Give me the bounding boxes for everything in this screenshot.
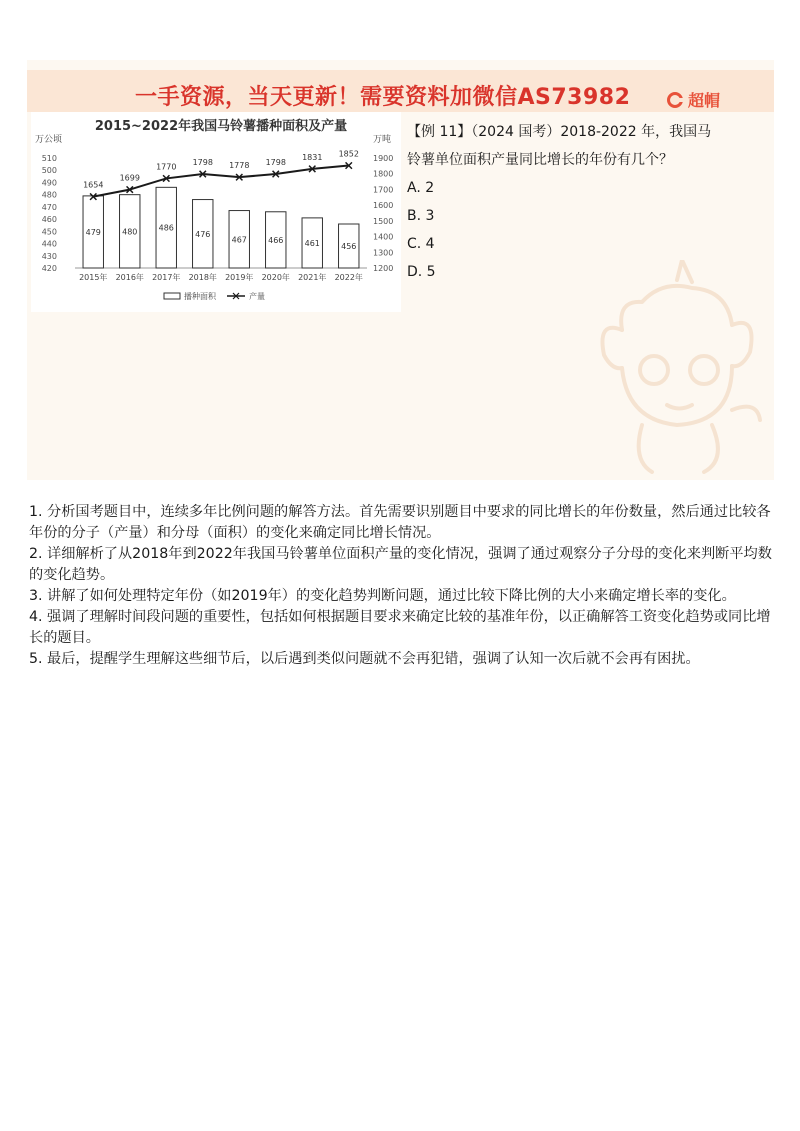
y2-tick-label: 1800 [373, 169, 394, 179]
x-tick-label: 2016年 [115, 273, 144, 282]
y2-tick-label: 1300 [373, 248, 394, 258]
x-tick-label: 2018年 [188, 273, 217, 282]
bar-value-label: 486 [158, 223, 174, 233]
chart-panel [31, 112, 401, 312]
production-value-label: 1798 [192, 158, 213, 168]
y-tick-label: 430 [41, 251, 57, 261]
chart-title: 2015~2022年我国马铃薯播种面积及产量 [94, 119, 348, 134]
option-c: C. 4 [407, 236, 435, 252]
bar-value-label: 466 [268, 235, 284, 245]
bar-value-label: 461 [304, 238, 320, 248]
production-value-label: 1852 [338, 149, 359, 159]
x-tick-label: 2022年 [334, 273, 363, 282]
option-b: B. 3 [407, 208, 435, 224]
production-value-label: 1770 [156, 162, 177, 172]
potato-chart [31, 112, 401, 312]
x-tick-label: 2021年 [298, 273, 327, 282]
summary-item-2: 2. 详细解析了从2018年到2022年我国马铃薯单位面积产量的变化情况，强调了通过观察分子分母的变化来判断平均数的变化趋势。 [29, 546, 772, 583]
y2-tick-label: 1500 [373, 216, 394, 226]
y2-tick-label: 1400 [373, 232, 394, 242]
y2-tick-label: 1200 [373, 264, 394, 273]
brand-logo [667, 88, 720, 111]
bar-value-label: 456 [341, 242, 357, 251]
y2-tick-label: 1900 [373, 154, 394, 163]
legend-line-label: 产量 [249, 292, 265, 301]
bar-value-label: 476 [195, 229, 211, 239]
promo-banner [27, 70, 774, 112]
promo-banner-text: 一手资源，当天更新！需要资料加微信AS73982 [135, 85, 631, 110]
summary-item-4: 4. 强调了理解时间段问题的重要性，包括如何根据题目要求来确定比较的基准年份，以正确解答工资变化趋势或同比增长的题目。 [29, 609, 771, 646]
option-a: A. 2 [407, 180, 435, 196]
mascot-watermark-icon [582, 260, 762, 475]
y-tick-label: 500 [41, 166, 57, 176]
y-tick-label: 480 [41, 190, 57, 200]
brand-logo-text: 超帽 [688, 91, 721, 110]
x-tick-label: 2019年 [225, 273, 254, 282]
y-tick-label: 460 [41, 215, 57, 225]
summary-item-3: 3. 讲解了如何处理特定年份（如2019年）的变化趋势判断问题，通过比较下降比例的大小来确定增长率的变化。 [29, 588, 736, 604]
y-tick-label: 420 [41, 264, 57, 273]
option-d: D. 5 [407, 264, 436, 280]
summary-notes [29, 502, 774, 670]
y-tick-label: 510 [41, 154, 57, 163]
production-value-label: 1798 [265, 158, 286, 168]
summary-item-5: 5. 最后，提醒学生理解这些细节后，以后遇到类似问题就不会再犯错，强调了认知一次后就不会再有困扰。 [29, 651, 700, 667]
right-axis-unit: 万吨 [373, 135, 392, 145]
production-value-label: 1778 [229, 161, 250, 171]
y2-tick-label: 1700 [373, 185, 394, 195]
brand-logo-icon [667, 92, 683, 108]
y-tick-label: 470 [41, 202, 57, 212]
bar-value-label: 479 [85, 227, 101, 237]
y-tick-label: 490 [41, 178, 57, 188]
left-axis-unit: 万公顷 [35, 135, 63, 145]
production-value-label: 1699 [119, 173, 140, 183]
bar-value-label: 467 [231, 235, 247, 245]
lecture-slide [27, 60, 774, 480]
bar-value-label: 480 [122, 227, 138, 237]
legend-bar-swatch [164, 293, 180, 299]
y-tick-label: 450 [41, 227, 57, 237]
legend-bar-label: 播种面积 [184, 292, 216, 301]
x-tick-label: 2017年 [152, 273, 181, 282]
x-tick-label: 2015年 [79, 273, 108, 282]
question-line-1: 【例 11】（2024 国考）2018-2022 年，我国马 [407, 124, 712, 140]
x-tick-label: 2020年 [261, 273, 290, 282]
y-tick-label: 440 [41, 239, 57, 249]
summary-item-1: 1. 分析国考题目中，连续多年比例问题的解答方法。首先需要识别题目中要求的同比增长的年份数量，然后通过比较各年份的分子（产量）和分母（面积）的变化来确定同比增长情况。 [29, 504, 771, 541]
question-line-2: 铃薯单位面积产量同比增长的年份有几个？ [407, 152, 673, 168]
production-value-label: 1831 [302, 152, 323, 162]
y2-tick-label: 1600 [373, 201, 394, 211]
production-value-label: 1654 [83, 180, 104, 190]
